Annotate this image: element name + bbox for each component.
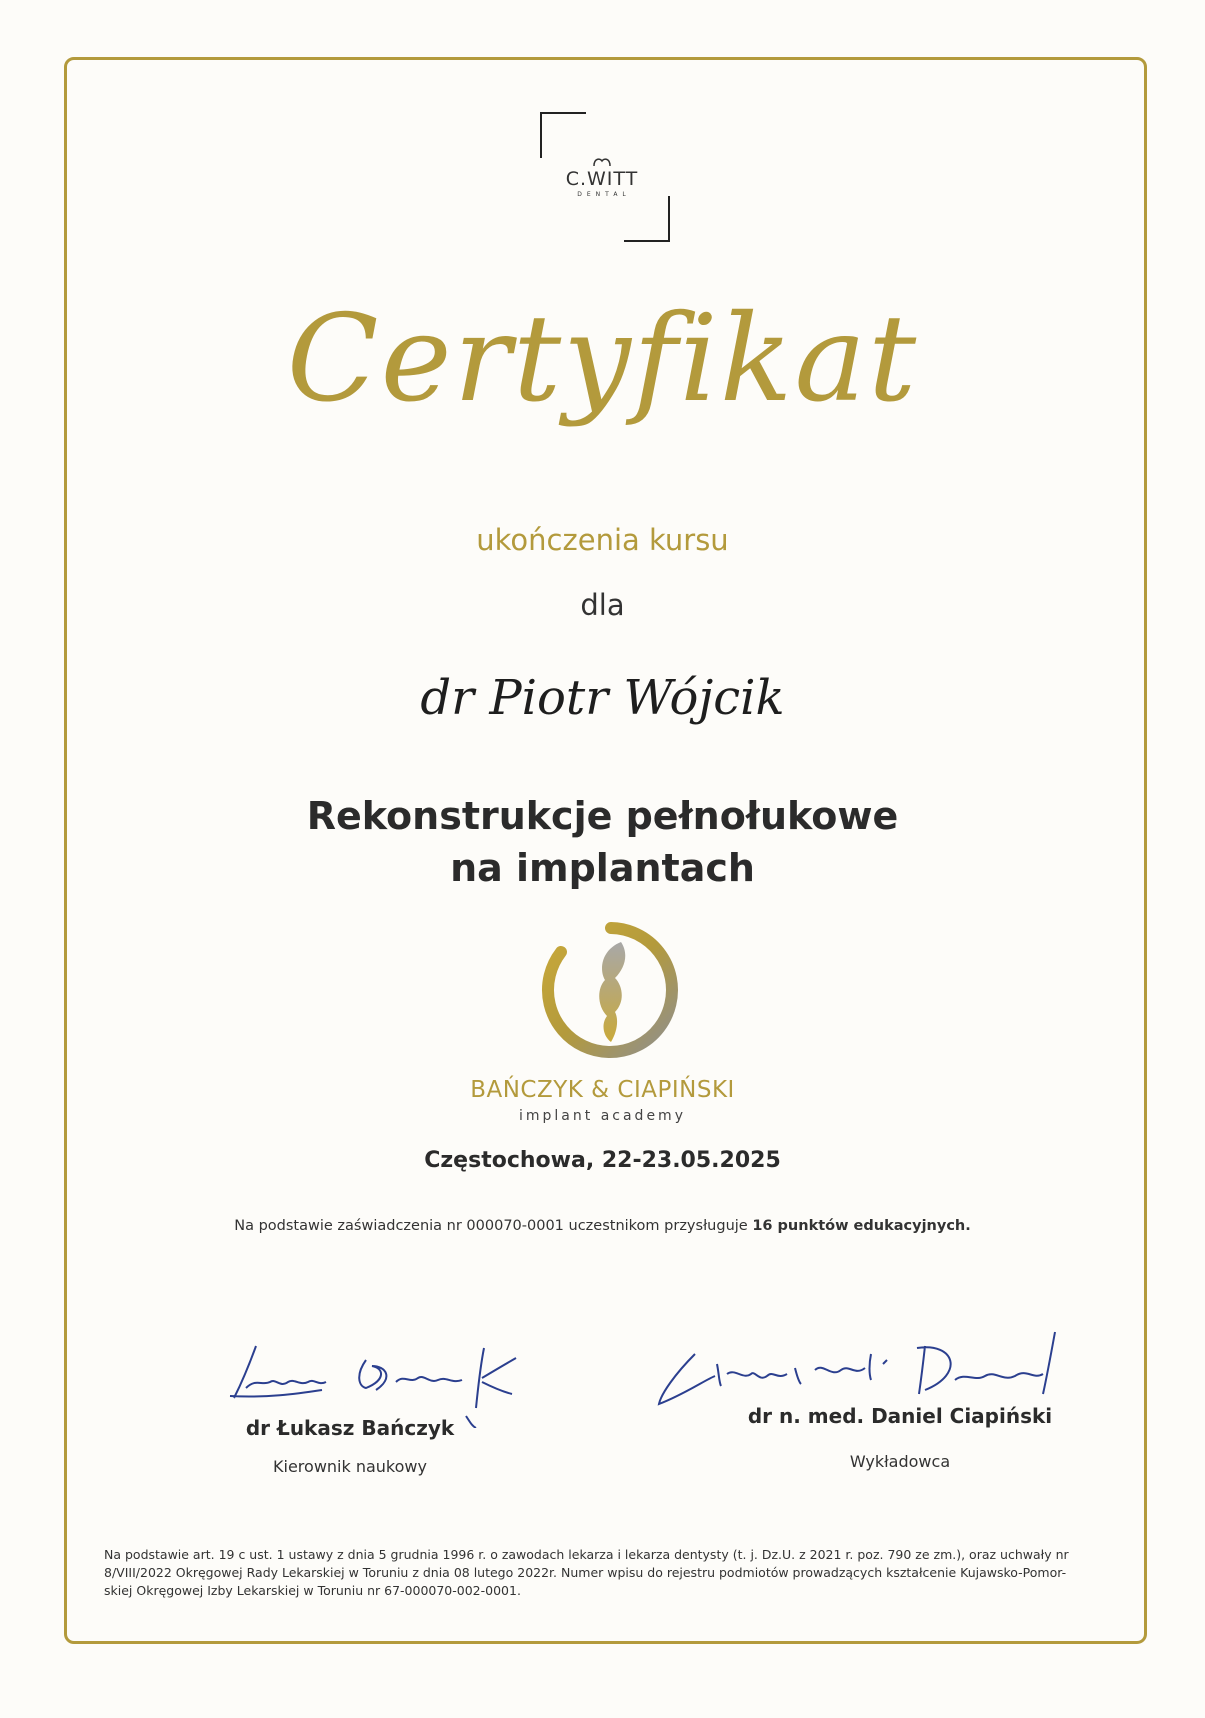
- cwitt-dental-logo: [540, 112, 670, 242]
- logo-brand: C.WITT: [565, 168, 639, 190]
- for-label: dla: [580, 588, 625, 622]
- certificate-subtitle: ukończenia kursu: [476, 523, 729, 557]
- academy-name: BAŃCZYK & CIAPIŃSKI: [470, 1077, 735, 1103]
- academy-emblem-icon: [541, 920, 681, 1060]
- signatory-1-role: Kierownik naukowy: [273, 1457, 427, 1476]
- points-bold: 16 punktów edukacyjnych.: [752, 1218, 971, 1234]
- signatory-2-role: Wykładowca: [849, 1452, 951, 1471]
- academy-tagline: implant academy: [519, 1108, 686, 1124]
- place-and-date: Częstochowa, 22-23.05.2025: [424, 1148, 781, 1173]
- education-points-note: [0, 1218, 1205, 1234]
- course-title: [0, 790, 1205, 894]
- logo-bracket-top-left: [540, 112, 586, 158]
- logo-bracket-bottom-right: [624, 196, 670, 242]
- footer-line-2: 8/VIII/2022 Okręgowej Rady Lekarskiej w Toruniu z dnia 08 lutego 2022r. Numer wpisu do rejestru podmiotów prowadzących kształcenie Kujawsko-Pomor-: [104, 1565, 1067, 1580]
- points-text: Na podstawie zaświadczenia nr 000070-0001 uczestnikom przysługuje: [234, 1218, 753, 1234]
- legal-footer: [104, 1546, 1139, 1600]
- signatory-1-name: dr Łukasz Bańczyk: [245, 1416, 455, 1440]
- certificate-title: Certyfikat: [286, 290, 919, 429]
- course-title-line2: na implantach: [450, 846, 755, 890]
- recipient-name: dr Piotr Wójcik: [420, 670, 785, 726]
- signatory-2-name: dr n. med. Daniel Ciapiński: [747, 1404, 1053, 1428]
- tooth-icon: [592, 156, 612, 168]
- signature-1-handwriting: [226, 1338, 536, 1428]
- logo-brand-sub: DENTAL: [577, 191, 631, 198]
- footer-line-3: skiej Okręgowej Izby Lekarskiej w Toruniu nr 67-000070-002-0001.: [104, 1583, 521, 1598]
- course-title-line1: Rekonstrukcje pełnołukowe: [306, 794, 899, 838]
- footer-line-1: Na podstawie art. 19 c ust. 1 ustawy z dnia 5 grudnia 1996 r. o zawodach lekarza i lekarza dentysty (t. j. Dz.U. z 2021 r. poz. 790 ze zm.), oraz uchwały nr: [104, 1547, 1069, 1562]
